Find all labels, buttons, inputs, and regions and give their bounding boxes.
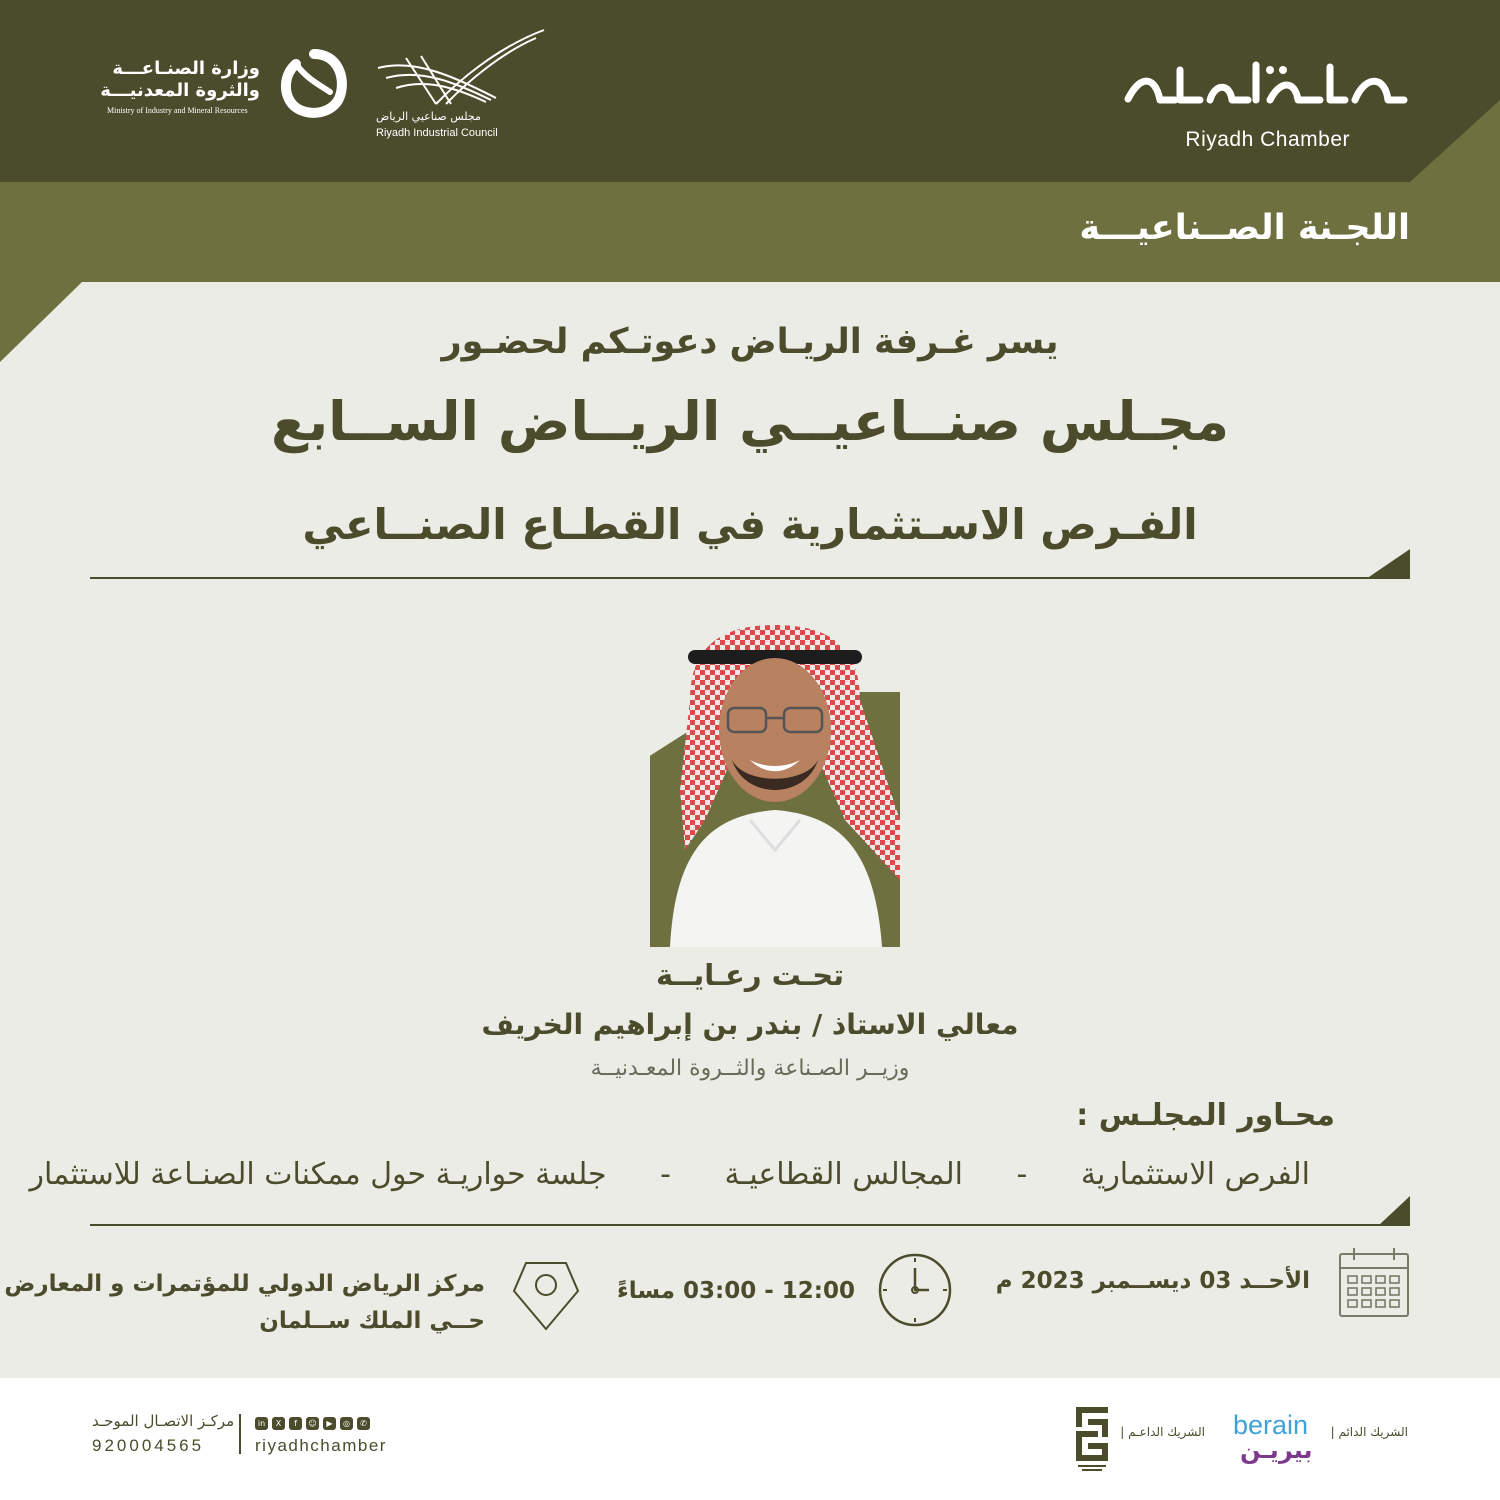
topic-item: الفرص الاستثمارية	[1080, 1157, 1310, 1192]
event-title: مجـلس صنــاعيــي الريــاض الســابع	[270, 390, 1230, 453]
support-partner-logo	[1072, 1405, 1112, 1475]
riyadh-chamber-en: Riyadh Chamber	[1185, 128, 1350, 151]
footer-separator	[239, 1414, 241, 1454]
event-time: 12:00 - 03:00 مساءً	[616, 1278, 855, 1304]
youtube-icon[interactable]: ▶	[323, 1417, 336, 1430]
linkedin-icon[interactable]: in	[255, 1417, 268, 1430]
contact-center-label: مركـز الاتصـال الموحـد	[92, 1412, 235, 1430]
topics-heading: محـاور المجلـس :	[1076, 1098, 1335, 1133]
council-logo-icon	[376, 28, 546, 108]
topics-list	[8, 1157, 1333, 1192]
divider	[90, 1224, 1410, 1226]
clock-icon	[877, 1252, 953, 1328]
location-pin-icon	[508, 1255, 584, 1331]
topic-item: جلسة حواريـة حول ممكنات الصنـاعة للاستثمار	[29, 1157, 607, 1192]
topic-separator: -	[1016, 1157, 1028, 1192]
social-handle[interactable]: riyadhchamber	[255, 1436, 387, 1455]
permanent-partner-label: الشريك الدائم |	[1330, 1425, 1408, 1439]
riyadh-chamber-logo	[1120, 55, 1410, 115]
invite-line: يسر غـرفة الريـاض دعوتـكم لحضـور	[441, 322, 1059, 362]
ministry-name-en: Ministry of Industry and Mineral Resources	[107, 106, 248, 115]
berain-logo-text: berain	[1233, 1410, 1309, 1440]
committee-title: اللجـنة الصــناعيـــة	[1079, 208, 1410, 248]
whatsapp-icon[interactable]: ✆	[357, 1417, 370, 1430]
calendar-icon	[1338, 1246, 1410, 1318]
topic-item: المجالس القطاعيـة	[724, 1157, 963, 1192]
x-icon[interactable]: X	[272, 1417, 285, 1430]
divider-accent	[1366, 549, 1410, 579]
ministry-name-ar-line2: والثروة المعدنيـــة	[100, 80, 260, 101]
event-location: مركز الرياض الدولي للمؤتمرات و المعارض	[4, 1271, 485, 1297]
patron-label: تحـت رعـايــة	[655, 958, 845, 992]
topic-separator: -	[660, 1157, 671, 1192]
event-subtitle: الفـرص الاسـتثمارية في القطـاع الصنــاعي	[302, 500, 1198, 549]
ministry-logo-icon	[278, 48, 350, 120]
council-name-en: Riyadh Industrial Council	[376, 127, 498, 139]
snapchat-icon[interactable]: ☺	[306, 1417, 319, 1430]
divider-accent	[1378, 1196, 1410, 1226]
divider	[90, 577, 1410, 579]
berain-logo-ar: بيريـن	[1240, 1436, 1313, 1464]
patron-photo	[650, 620, 900, 947]
social-icons	[255, 1417, 370, 1430]
ministry-name-ar-line1: وزارة الصنـاعـــة	[112, 58, 260, 79]
facebook-icon[interactable]: f	[289, 1417, 302, 1430]
event-district: حــي الملك ســلمان	[259, 1308, 485, 1334]
patron-name: معالي الاستاذ / بندر بن إبراهيم الخريف	[481, 1008, 1019, 1041]
contact-number[interactable]: 920004565	[92, 1436, 205, 1455]
instagram-icon[interactable]: ◎	[340, 1417, 353, 1430]
council-name-ar: مجلس صناعيي الرياض	[376, 110, 481, 123]
support-partner-label: الشريك الداعـم |	[1120, 1425, 1205, 1439]
patron-role: وزيــر الصـناعة والثــروة المعـدنيــة	[590, 1056, 910, 1081]
event-date: الأحــد 03 ديســمبر 2023 م	[995, 1268, 1310, 1294]
